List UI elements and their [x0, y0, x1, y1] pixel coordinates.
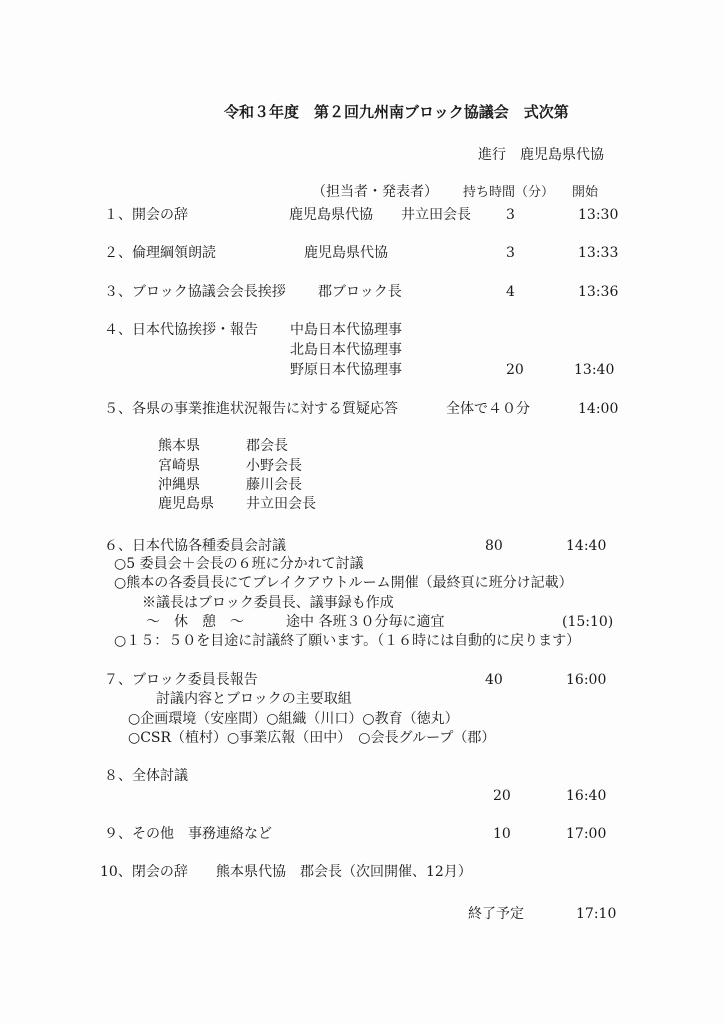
pref-2-name: 宮崎県 [158, 458, 200, 474]
item-6-note-3: ※議長はブロック委員長、議事録も作成 [142, 595, 394, 611]
item-7-start: 16:00 [566, 672, 607, 688]
item-1-label: １、開会の辞 [104, 207, 188, 223]
item-7-line-1: ○企画環境（安座間）○組織（川口）○教育（徳丸） [128, 711, 459, 727]
break-detail: 途中 各班３０分毎に適宜 [286, 614, 445, 630]
item-1-presenter: 鹿児島県代協 井立田会長 [289, 207, 471, 223]
item-3-presenter: 郡ブロック長 [318, 284, 402, 300]
item-4-start: 13:40 [574, 362, 615, 378]
header-presenter: （担当者・発表者） [312, 184, 438, 200]
item-3-start: 13:36 [578, 284, 619, 300]
item-7-duration: 40 [485, 672, 503, 688]
end-time: 17:10 [576, 906, 617, 922]
item-9-label: ９、その他 事務連絡など [104, 826, 272, 842]
item-4-presenter-1: 中島日本代協理事 [290, 322, 402, 338]
item-4-label: ４、日本代協挨拶・報告 [104, 322, 258, 338]
item-1-duration: 3 [506, 207, 515, 223]
host-label: 進行 鹿児島県代協 [478, 147, 604, 163]
item-9-start: 17:00 [566, 826, 607, 842]
item-6-start: 14:40 [566, 538, 607, 554]
item-7-sub: 討議内容とブロックの主要取組 [156, 691, 352, 707]
item-2-label: ２、倫理綱領朗読 [104, 245, 216, 261]
item-5-duration: 全体で４０分 [446, 401, 530, 417]
item-7-label: ７、ブロック委員長報告 [104, 672, 258, 688]
break-time: (15:10) [562, 614, 614, 630]
item-2-presenter: 鹿児島県代協 [304, 245, 388, 261]
break-label: ～ 休 憩 ～ [146, 614, 244, 630]
item-5-label: ５、各県の事業推進状況報告に対する質疑応答 [104, 401, 398, 417]
pref-3-person: 藤川会長 [246, 477, 302, 493]
item-4-presenter-3: 野原日本代協理事 [290, 362, 402, 378]
item-9-duration: 10 [493, 826, 511, 842]
item-6-end-note: ○１５：５０を目途に討議終了願います。（１６時には自動的に戻ります） [114, 633, 581, 649]
item-3-duration: 4 [506, 284, 515, 300]
item-2-duration: 3 [506, 245, 515, 261]
item-6-note-2: ○熊本の各委員長にてブレイクアウトルーム開催（最終頁に班分け記載） [114, 575, 573, 591]
item-2-start: 13:33 [578, 245, 619, 261]
item-7-line-2: ○CSR（植村）○事業広報（田中） ○会長グループ（郡） [128, 730, 496, 746]
header-start: 開始 [572, 185, 599, 200]
item-3-label: ３、ブロック協議会会長挨拶 [104, 284, 286, 300]
document-title: 令和３年度 第２回九州南ブロック協議会 式次第 [224, 103, 569, 121]
pref-3-name: 沖縄県 [158, 477, 200, 493]
item-4-duration: 20 [506, 362, 524, 378]
item-5-start: 14:00 [578, 401, 619, 417]
header-duration: 持ち時間（分） [463, 185, 555, 200]
item-8-label: ８、全体討議 [104, 768, 188, 784]
pref-4-name: 鹿児島県 [158, 496, 214, 512]
item-6-label: ６、日本代協各種委員会討議 [104, 538, 286, 554]
item-6-duration: 80 [485, 538, 503, 554]
item-4-presenter-2: 北島日本代協理事 [290, 342, 402, 358]
item-8-duration: 20 [493, 788, 511, 804]
item-8-start: 16:40 [566, 788, 607, 804]
item-10-label: 10、閉会の辞 [100, 864, 188, 880]
item-1-start: 13:30 [578, 207, 619, 223]
pref-1-name: 熊本県 [158, 438, 200, 454]
item-6-note-1: ○5 委員会＋会長の６班に分かれて討議 [114, 556, 364, 572]
pref-1-person: 郡会長 [246, 438, 288, 454]
end-label: 終了予定 [468, 906, 524, 922]
pref-2-person: 小野会長 [246, 458, 302, 474]
item-10-presenter: 熊本県代協 郡会長（次回開催、12月） [216, 864, 472, 880]
pref-4-person: 井立田会長 [246, 496, 316, 512]
